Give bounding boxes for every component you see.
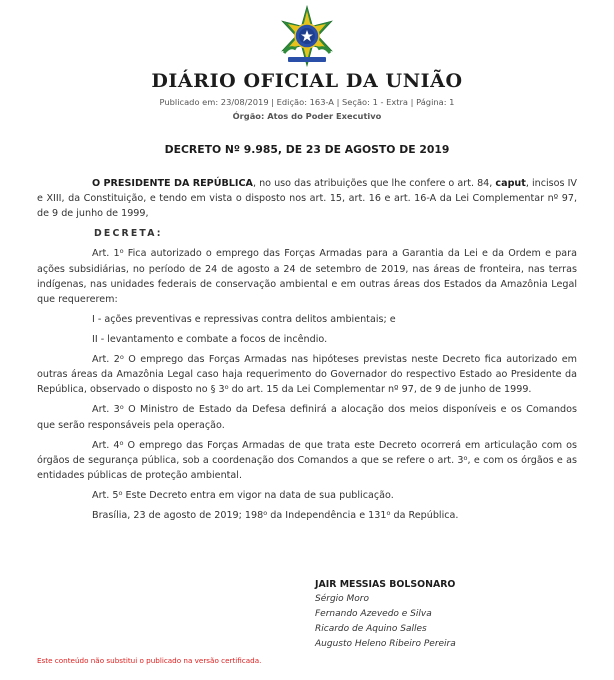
inciso-i: I - ações preventivas e repressivas contra delitos ambientais; e <box>92 314 396 326</box>
preamble-text: , no uso das atribuições que lhe confere o art. 84, <box>252 178 496 189</box>
signature-block <box>315 577 575 652</box>
closing-text: Brasília, 23 de agosto de 2019; 198 <box>92 510 264 522</box>
article-1-text: Fica autorizado o emprego das Forças Armadas para a Garantia da Lei e da Ordem e para ações subsidiárias, no período de 24 de agosto a 24 de setembro de 2019, nas áreas de fronteira, nas terras indígenas, nas unidades federais de conservação ambiental e em outras áreas dos Estados da Amazônia Legal que requererem: <box>37 248 577 306</box>
ordinal-mark: o <box>119 247 124 256</box>
minister-signature: Augusto Heleno Ribeiro Pereira <box>315 639 456 649</box>
ordinal-mark: o <box>386 509 391 518</box>
preamble-text-cont: , incisos IV e XIII, da Constituição, e tendo em vista o disposto nos art. 15, art. 16 e art. 16-A da Lei Complementar nº 97, de 9 de junho de 1999, <box>37 178 577 220</box>
article-1 <box>37 246 577 307</box>
president-signature: JAIR MESSIAS BOLSONARO <box>315 579 456 590</box>
publication-info: Publicado em: 23/08/2019 | Edição: 163-A | Seção: 1 - Extra | Página: 1 <box>159 97 455 107</box>
article-3-number: Art. 3 <box>92 404 120 416</box>
article-4-text: O emprego das Forças Armadas de que trata este Decreto ocorrerá em articulação com os órgãos de segurança pública, sob a coordenação dos Comandos a que se refere o art. 3 <box>37 439 577 466</box>
journal-title: DIÁRIO OFICIAL DA UNIÃO <box>151 70 463 92</box>
article-2-text: O emprego das Forças Armadas nas hipóteses previstas neste Decreto fica autorizado em outras áreas da Amazônia Legal caso haja requerimento do Governador do respectivo Estado ao Presidente da República, observado o disposto no § 3 <box>37 354 577 396</box>
ordinal-mark: o <box>118 489 123 498</box>
article-4-text-cont: , e com os órgãos e as entidades públicas de proteção ambiental. <box>37 454 577 482</box>
ordinal-mark: o <box>119 438 124 447</box>
inciso-ii: II - levantamento e combate a focos de incêndio. <box>92 334 328 346</box>
closing-line <box>37 508 577 523</box>
certification-disclaimer: Este conteúdo não substitui o publicado na versão certificada. <box>37 656 262 665</box>
preamble-subject: O PRESIDENTE DA REPÚBLICA <box>92 178 253 189</box>
brazil-coat-of-arms-icon <box>276 5 338 67</box>
article-3-text: O Ministro de Estado da Defesa definirá a alocação dos meios disponíveis e os Comandos que serão responsáveis pela operação. <box>37 404 577 431</box>
article-3 <box>37 402 577 432</box>
article-5-text: Este Decreto entra em vigor na data de sua publicação. <box>122 490 394 502</box>
article-4 <box>37 438 577 484</box>
issuing-body: Órgão: Atos do Poder Executivo <box>232 111 382 121</box>
ordinal-mark: o <box>119 403 124 412</box>
minister-signature: Sérgio Moro <box>315 594 370 604</box>
decreta-heading: DECRETA: <box>94 228 163 240</box>
ordinal-mark: o <box>463 453 468 462</box>
article-2-text-cont: do art. 15 da Lei Complementar nº 97, de 9 de junho de 1999. <box>228 384 532 396</box>
decree-title: DECRETO Nº 9.985, DE 23 DE AGOSTO DE 2019 <box>164 143 450 156</box>
article-4-number: Art. 4 <box>92 439 120 451</box>
article-2-number: Art. 2 <box>92 354 120 366</box>
article-5-number: Art. 5 <box>92 490 119 502</box>
caput-term: caput <box>495 178 526 189</box>
ordinal-mark: o <box>224 383 229 392</box>
article-5 <box>37 488 577 503</box>
emblem-ribbon <box>288 57 326 62</box>
ordinal-mark: o <box>263 509 268 518</box>
closing-text-cont: da Independência e 131 <box>267 510 387 522</box>
preamble-paragraph <box>37 176 577 222</box>
article-2 <box>37 352 577 398</box>
closing-text-end: da República. <box>390 510 459 522</box>
minister-signature: Fernando Azevedo e Silva <box>315 609 432 619</box>
minister-signature: Ricardo de Aquino Salles <box>315 624 427 634</box>
article-1-number: Art. 1 <box>92 248 120 260</box>
ordinal-mark: o <box>119 353 124 362</box>
decree-body <box>37 176 577 528</box>
